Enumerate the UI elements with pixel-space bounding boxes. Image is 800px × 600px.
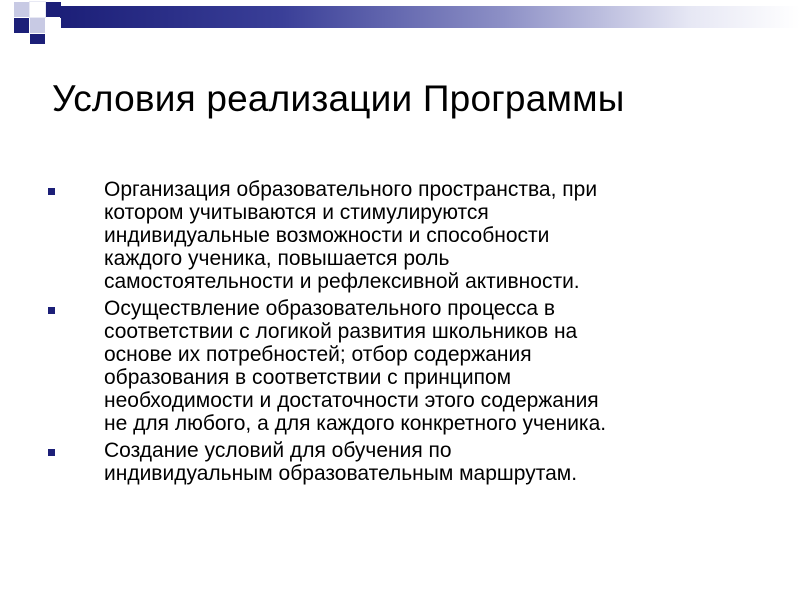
bullet-item bbox=[48, 178, 768, 293]
bullet-list bbox=[48, 178, 768, 489]
header-decoration bbox=[0, 0, 800, 44]
bullet-line: необходимости и достаточности этого содержания bbox=[104, 389, 599, 412]
decor-square bbox=[30, 2, 45, 17]
bullet-item bbox=[48, 297, 768, 435]
bullet-line: котором учитываются и стимулируются bbox=[104, 201, 489, 224]
decor-square bbox=[30, 18, 45, 33]
square-bullet-icon bbox=[48, 307, 55, 314]
bullet-item bbox=[48, 439, 768, 485]
bullet-line: соответствии с логикой развития школьников на bbox=[104, 320, 578, 343]
bullet-line: индивидуальным образовательным маршрутам. bbox=[104, 462, 578, 485]
square-bullet-icon bbox=[48, 188, 55, 195]
bullet-line: Организация образовательного пространства, при bbox=[104, 178, 598, 201]
decor-square bbox=[14, 2, 29, 17]
bullet-line: каждого ученика, повышается роль bbox=[104, 247, 450, 270]
decor-square bbox=[0, 18, 15, 33]
bullet-line: Осуществление образовательного процесса в bbox=[104, 297, 556, 320]
decor-square bbox=[46, 2, 61, 17]
decor-square bbox=[46, 18, 61, 33]
decor-square bbox=[14, 18, 29, 33]
bullet-line: образования в соответствии с принципом bbox=[104, 366, 512, 389]
bullet-line: индивидуальные возможности и способности bbox=[104, 224, 550, 247]
bullet-line: самостоятельности и рефлексивной активности. bbox=[104, 270, 580, 293]
square-bullet-icon bbox=[48, 449, 55, 456]
slide-title: Условия реализации Программы bbox=[52, 78, 625, 119]
bullet-line: Создание условий для обучения по bbox=[104, 439, 452, 462]
decor-square bbox=[30, 34, 45, 44]
header-gradient-bar bbox=[60, 6, 800, 28]
bullet-line: основе их потребностей; отбор содержания bbox=[104, 343, 532, 366]
bullet-line: не для любого, а для каждого конкретного ученика. bbox=[104, 412, 607, 435]
